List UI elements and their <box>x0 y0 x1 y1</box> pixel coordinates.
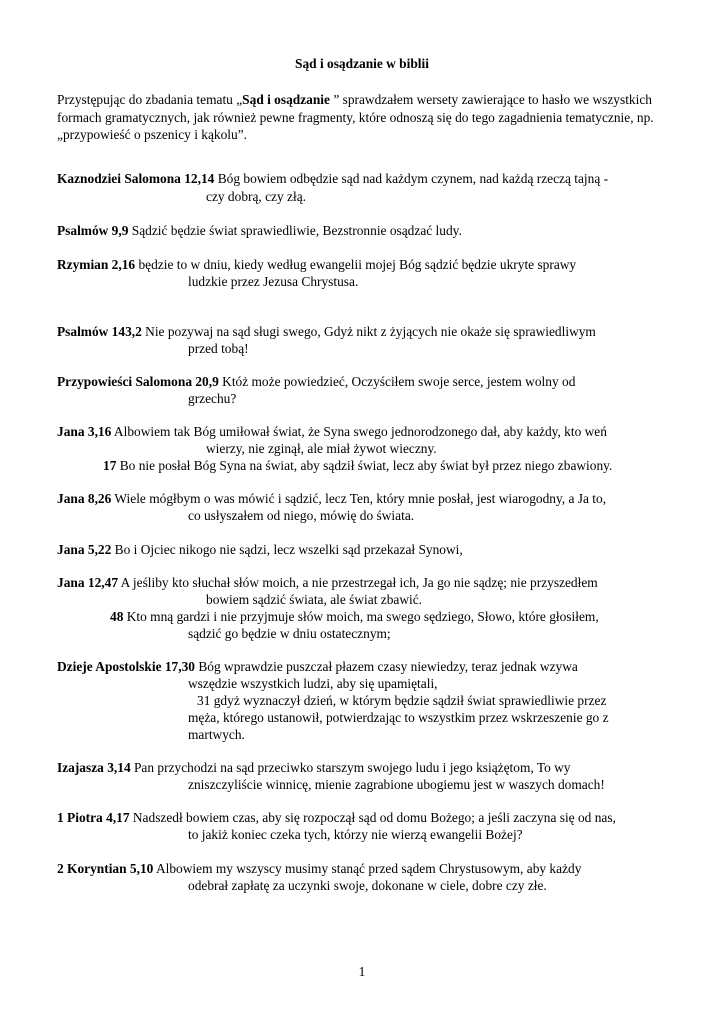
verse-line <box>57 490 682 508</box>
verse-text: Sądzić będzie świat sprawiedliwie, Bezstronnie osądzać ludy. <box>128 223 462 238</box>
verse-reference: Rzymian 2,16 <box>57 257 136 272</box>
verse-text: Nadszedł bowiem czas, aby się rozpoczął sąd od domu Bożego; a jeśli zaczyna się od nas, <box>129 810 616 825</box>
verse-number: 17 <box>103 458 117 473</box>
verse-line <box>57 170 682 188</box>
verse-continuation: czy dobrą, czy złą. <box>206 189 306 204</box>
verse-continuation: ludzkie przez Jezusa Chrystusa. <box>188 274 359 289</box>
verse-text: Wiele mógłbym o was mówić i sądzić, lecz Ten, który mnie posłał, jest wiarogodny, a Ja to, <box>111 491 607 506</box>
verse-line <box>57 574 682 592</box>
verse-continuation: przed tobą! <box>188 341 249 356</box>
verse-continuation: męża, którego ustanowił, potwierdzając to wszystkim przez wskrzeszenie go z <box>188 710 609 725</box>
intro-before: Przystępując do zbadania tematu „ <box>57 92 243 107</box>
verse-text: Bo nie posłał Bóg Syna na świat, aby sądził świat, lecz aby świat był przez niego zbawiony. <box>116 458 613 473</box>
verse-text: Albowiem tak Bóg umiłował świat, że Syna swego jednorodzonego dał, aby każdy, kto weń <box>111 424 607 439</box>
verse-continuation: 31 gdyż wyznaczył dzień, w którym będzie sądził świat sprawiedliwie przez <box>197 693 607 708</box>
verse-line <box>57 759 682 777</box>
verse-continuation: grzechu? <box>188 391 237 406</box>
verse-reference: Jana 5,22 <box>57 542 112 557</box>
verse-continuation: bowiem sądzić świata, ale świat zbawić. <box>206 592 423 607</box>
verse-continuation: odebrał zapłatę za uczynki swoje, dokonane w ciele, dobre czy złe. <box>188 878 547 893</box>
verse-reference: Psalmów 9,9 <box>57 223 129 238</box>
verse-line <box>103 457 612 475</box>
verse-reference: 1 Piotra 4,17 <box>57 810 130 825</box>
verse-continuation: martwych. <box>188 727 245 742</box>
verse-line <box>57 809 682 827</box>
verse-text: będzie to w dniu, kiedy według ewangelii mojej Bóg sądzić będzie ukryte sprawy <box>135 257 577 272</box>
verse-line <box>57 860 682 878</box>
verse-line <box>57 222 682 240</box>
verse-text: Pan przychodzi na sąd przeciwko starszym swojego ludu i jego książętom, To wy <box>130 760 571 775</box>
verse-text: Kto mną gardzi i nie przyjmuje słów moich, ma swego sędziego, Słowo, które głosiłem, <box>123 609 599 624</box>
page-title: Sąd i osądzanie w biblii <box>295 56 429 71</box>
verse-reference: Jana 12,47 <box>57 575 119 590</box>
intro-bold: Sąd i osądzanie <box>242 92 330 107</box>
verse-text: Bóg wprawdzie puszczał płazem czasy niewiedzy, teraz jednak wzywa <box>195 659 578 674</box>
verse-line <box>57 323 682 341</box>
intro-paragraph <box>57 91 677 144</box>
verse-text: A jeśliby kto słuchał słów moich, a nie przestrzegał ich, Ja go nie sądzę; nie przyszedłem <box>118 575 598 590</box>
verse-reference: Psalmów 143,2 <box>57 324 142 339</box>
verse-continuation: sądzić go będzie w dniu ostatecznym; <box>188 626 391 641</box>
page-number: 1 <box>358 964 366 979</box>
verse-text: Któż może powiedzieć, Oczyściłem swoje serce, jestem wolny od <box>218 374 576 389</box>
verse-line <box>110 608 599 626</box>
verse-continuation: wierzy, nie zginął, ale miał żywot wieczny. <box>206 441 437 456</box>
verse-reference: Jana 3,16 <box>57 424 112 439</box>
verse-text: Albowiem my wszyscy musimy stanąć przed sądem Chrystusowym, aby każdy <box>153 861 582 876</box>
verse-continuation: co usłyszałem od niego, mówię do świata. <box>188 508 415 523</box>
verse-continuation: wszędzie wszystkich ludzi, aby się upamiętali, <box>188 676 438 691</box>
verse-text: Bo i Ojciec nikogo nie sądzi, lecz wszelki sąd przekazał Synowi, <box>111 542 463 557</box>
verse-text: Bóg bowiem odbędzie sąd nad każdym czynem, nad każdą rzeczą tajną - <box>214 171 609 186</box>
verse-reference: Przypowieści Salomona 20,9 <box>57 374 219 389</box>
verse-line <box>57 373 682 391</box>
verse-line <box>57 658 682 676</box>
verse-line <box>57 256 682 274</box>
verse-reference: Izajasza 3,14 <box>57 760 131 775</box>
verse-line <box>57 541 682 559</box>
verse-reference: Kaznodziei Salomona 12,14 <box>57 171 215 186</box>
verse-line <box>57 423 682 441</box>
verse-reference: Dzieje Apostolskie 17,30 <box>57 659 195 674</box>
verse-continuation: to jakiż koniec czeka tych, którzy nie wierzą ewangelii Bożej? <box>188 827 523 842</box>
verse-reference: 2 Koryntian 5,10 <box>57 861 154 876</box>
verse-continuation: zniszczyliście winnicę, mienie zagrabione ubogiemu jest w waszych domach! <box>188 777 605 792</box>
verse-reference: Jana 8,26 <box>57 491 112 506</box>
intro-after: ” sprawdzałem wersety zawierające to hasło we wszystkich formach gramatycznych, jak również pewne fragmenty, które odnoszą się do tego zagadnienia tematycznie, np. „przypowieść o pszenicy i kąkolu”. <box>57 92 654 142</box>
verse-number: 48 <box>110 609 124 624</box>
verse-text: Nie pozywaj na sąd sługi swego, Gdyż nikt z żyjących nie okaże się sprawiedliwym <box>141 324 596 339</box>
